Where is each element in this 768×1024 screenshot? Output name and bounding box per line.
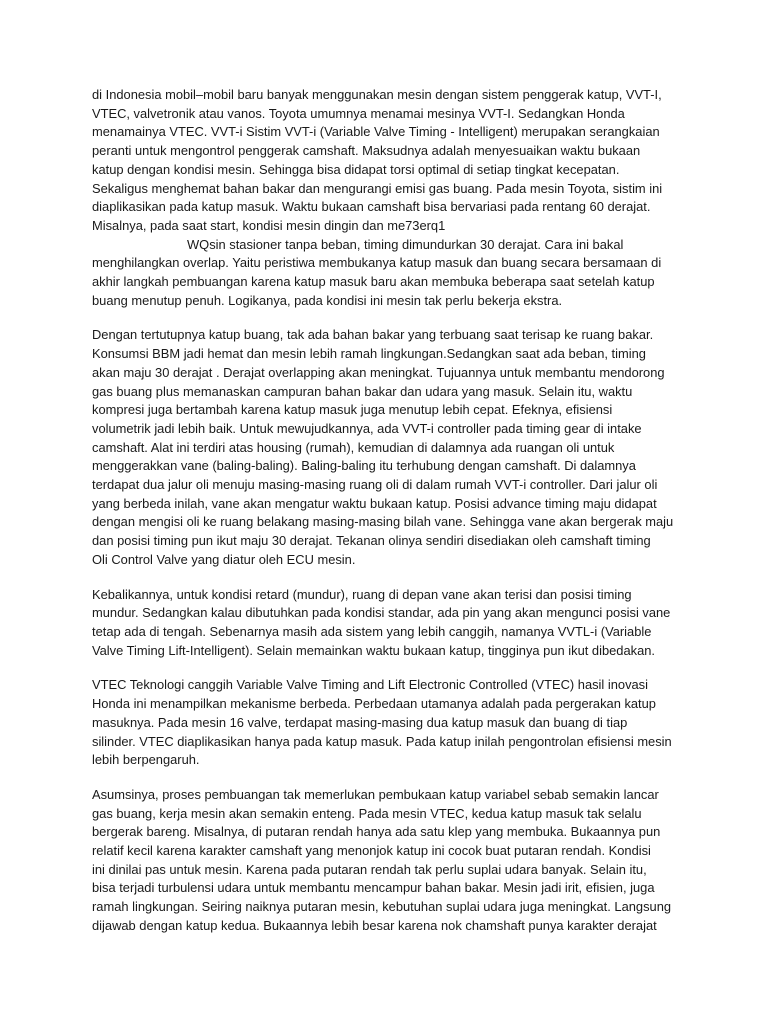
text-line: bisa terjadi turbulensi udara untuk membantu mencampur bahan bakar. Mesin jadi irit, efisien, juga	[92, 880, 655, 896]
text-line: dan posisi timing pun ikut maju 30 derajat. Tekanan olinya sendiri disediakan oleh camshaft timing	[92, 533, 651, 549]
text-line: akan maju 30 derajat . Derajat overlapping akan meningkat. Tujuannya untuk membantu mendorong	[92, 364, 665, 380]
paragraph-vvti-controller	[92, 326, 678, 569]
text-line: VTEC Teknologi canggih Variable Valve Timing and Lift Electronic Controlled (VTEC) hasil inovasi	[92, 677, 648, 693]
paragraph-retard-vvtli	[92, 586, 678, 661]
text-line-indented: WQsin stasioner tanpa beban, timing dimundurkan 30 derajat. Cara ini bakal	[187, 236, 624, 252]
text-line: peranti untuk mengontrol penggerak camshaft. Maksudnya adalah menyesuaikan waktu bukaan	[92, 143, 641, 159]
text-line: menghilangkan overlap. Yaitu peristiwa membukanya katup masuk dan buang secara bersamaan di	[92, 255, 662, 271]
text-line: bergerak bareng. Misalnya, di putaran rendah hanya ada satu klep yang membuka. Bukaannya pun	[92, 824, 661, 840]
text-line: mundur. Sedangkan kalau dibutuhkan pada kondisi standar, ada pin yang akan mengunci posisi vane	[92, 605, 671, 621]
text-line: dengan mengisi oli ke ruang belakang masing-masing bilah vane. Sehingga vane akan bergerak maju	[92, 514, 674, 530]
text-line: Kebalikannya, untuk kondisi retard (mundur), ruang di depan vane akan terisi dan posisi timing	[92, 586, 632, 602]
text-line: ini dinilai pas untuk mesin. Karena pada putaran rendah tak perlu suplai udara banyak. Selain itu,	[92, 861, 647, 877]
paragraph-intro-vvti	[92, 86, 678, 310]
text-line: katup dengan kondisi mesin. Sehingga bisa didapat torsi optimal di setiap tingkat kecepatan.	[92, 161, 620, 177]
paragraph-vtec-intro	[92, 676, 678, 770]
text-line: relatif kecil karena karakter camshaft yang menonjok katup ini cocok buat putaran rendah. Kondisi	[92, 843, 651, 859]
text-line: Dengan tertutupnya katup buang, tak ada bahan bakar yang terbuang saat terisap ke ruang bakar.	[92, 327, 654, 343]
text-line: gas buang plus memanaskan campuran bahan bakar dan udara yang masuk. Selain itu, waktu	[92, 383, 633, 399]
paragraph-vtec-assumption	[92, 786, 678, 936]
text-line: di Indonesia mobil–mobil baru banyak menggunakan mesin dengan sistem penggerak katup, VVT-I,	[92, 87, 662, 102]
text-line: ramah lingkungan. Seiring naiknya putaran mesin, kebutuhan suplai udara juga meningkat. Langsung	[92, 899, 672, 915]
text-line: volumetrik jadi lebih baik. Untuk mewujudkannya, ada VVT-i controller pada timing gear di intake	[92, 420, 642, 436]
text-line: silinder. VTEC diaplikasikan hanya pada katup masuk. Pada katup inilah pengontrolan efisiensi mesin	[92, 733, 672, 749]
text-line: dijawab dengan katup kedua. Bukaannya lebih besar karena nok chamshaft punya karakter derajat	[92, 917, 657, 933]
text-line: menamainya VTEC. VVT-i Sistim VVT-i (Variable Valve Timing - Intelligent) merupakan serangkaian	[92, 124, 660, 140]
text-line: Misalnya, pada saat start, kondisi mesin dingin dan me73erq1	[92, 217, 446, 233]
text-line: VTEC, valvetronik atau vanos. Toyota umumnya menamai mesinya VVT-I. Sedangkan Honda	[92, 105, 625, 121]
text-line: Konsumsi BBM jadi hemat dan mesin lebih ramah lingkungan.Sedangkan saat ada beban, timing	[92, 346, 646, 362]
text-line: Honda ini menampilkan mekanisme berbeda. Perbedaan utamanya adalah pada pergerakan katup	[92, 696, 656, 712]
text-line: tetap ada di tengah. Sebenarnya masih ada sistem yang lebih canggih, namanya VVTL-i (Variable	[92, 623, 652, 639]
text-line: kompresi juga bertambah karena katup masuk juga menutup lebih cepat. Efeknya, efisiensi	[92, 402, 613, 418]
text-line: akhir langkah pembuangan karena katup masuk baru akan membuka beberapa saat setelah katup	[92, 274, 655, 290]
text-line: Oli Control Valve yang diatur oleh ECU mesin.	[92, 551, 356, 567]
text-line: diaplikasikan pada katup masuk. Waktu bukaan camshaft bisa bervariasi pada rentang 60 derajat.	[92, 199, 651, 215]
text-line: camshaft. Alat ini terdiri atas housing (rumah), kemudian di dalamnya ada ruangan oli untuk	[92, 439, 615, 455]
text-line: gas buang, kerja mesin akan semakin enteng. Pada mesin VTEC, kedua katup masuk tak selalu	[92, 805, 642, 821]
text-line: yang berbeda inilah, vane akan mengatur waktu bukaan katup. Posisi advance timing maju didapat	[92, 495, 657, 511]
text-line: masuknya. Pada mesin 16 valve, terdapat masing-masing dua katup masuk dan buang di tiap	[92, 714, 628, 730]
text-line: Asumsinya, proses pembuangan tak memerlukan pembukaan katup variabel sebab semakin lancar	[92, 786, 659, 802]
text-line: menggerakkan vane (baling-baling). Baling-baling itu terhubung dengan camshaft. Di dalamnya	[92, 458, 636, 474]
text-line: Valve Timing Lift-Intelligent). Selain memainkan waktu bukaan katup, tingginya pun ikut dibedakan.	[92, 642, 655, 658]
text-line: Sekaligus menghemat bahan bakar dan mengurangi emisi gas buang. Pada mesin Toyota, sistim ini	[92, 180, 663, 196]
text-line: terdapat dua jalur oli menuju masing-masing ruang oli di dalam rumah VVT-i controller. Dari jalur oli	[92, 477, 658, 493]
text-line: lebih berpengaruh.	[92, 752, 200, 768]
text-line: buang menutup penuh. Logikanya, pada kondisi ini mesin tak perlu bekerja ekstra.	[92, 292, 563, 308]
